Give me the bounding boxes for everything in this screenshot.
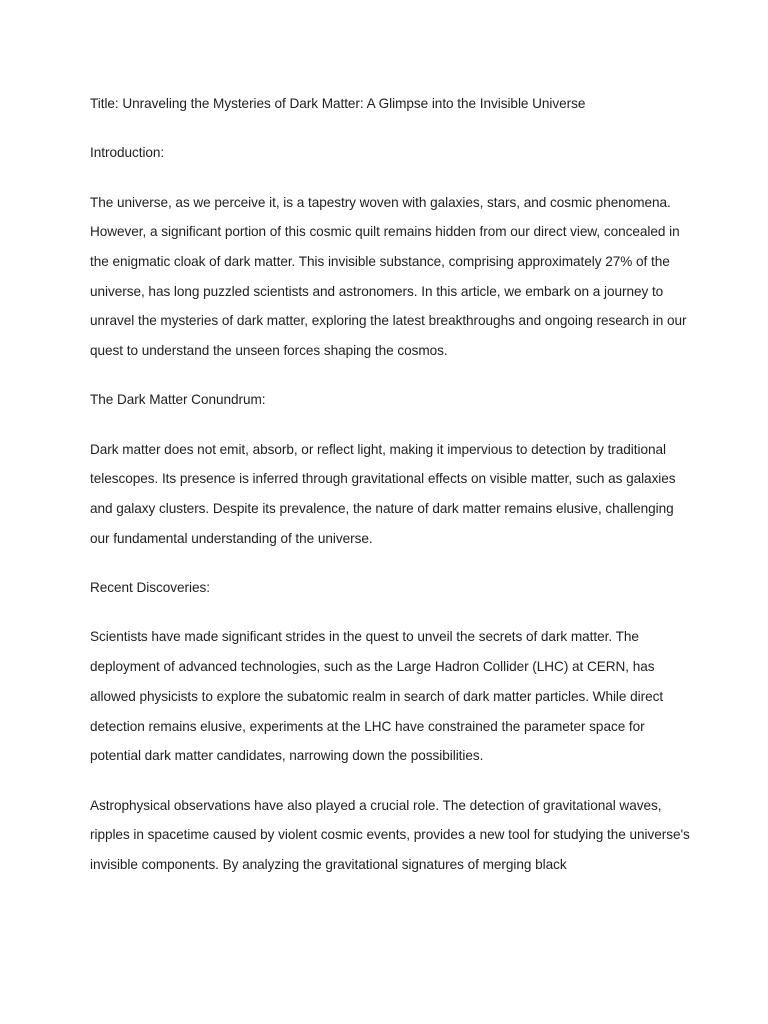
- document-title: Title: Unraveling the Mysteries of Dark Matter: A Glimpse into the Invisible Universe: [90, 96, 586, 111]
- paragraph-discoveries-1: Scientists have made significant strides in the quest to unveil the secrets of dark matter. The deployment of advanced technologies, such as the Large Hadron Collider (LHC) at CERN, has allowed physicists to explore the subatomic realm in search of dark matter particles. While direct detection remains elusive, experiments at the LHC have constrained the parameter space for potential dark matter candidates, narrowing down the possibilities.: [90, 629, 664, 764]
- section-heading-introduction: Introduction:: [90, 145, 165, 161]
- paragraph-discoveries-2: Astrophysical observations have also played a crucial role. The detection of gravitational waves, ripples in spacetime caused by violent cosmic events, provides a new tool for studying the universe's invisible components. By analyzing the gravitational signatures of merging black: [90, 797, 690, 872]
- section-heading-conundrum: The Dark Matter Conundrum:: [90, 392, 266, 408]
- paragraph-introduction: The universe, as we perceive it, is a tapestry woven with galaxies, stars, and cosmic phenomena. However, a significant portion of this cosmic quilt remains hidden from our direct view, concealed in the enigmatic cloak of dark matter. This invisible substance, comprising approximately 27% of the universe, has long puzzled scientists and astronomers. In this article, we embark on a journey to unravel the mysteries of dark matter, exploring the latest breakthroughs and ongoing research in our quest to understand the unseen forces shaping the cosmos.: [90, 194, 687, 359]
- paragraph-conundrum: Dark matter does not emit, absorb, or reflect light, making it impervious to detection by traditional telescopes. Its presence is inferred through gravitational effects on visible matter, such as galaxies and galaxy clusters. Despite its prevalence, the nature of dark matter remains elusive, challenging our fundamental understanding of the universe.: [90, 441, 676, 546]
- section-heading-recent-discoveries: Recent Discoveries:: [90, 580, 210, 596]
- document-body: [90, 89, 690, 899]
